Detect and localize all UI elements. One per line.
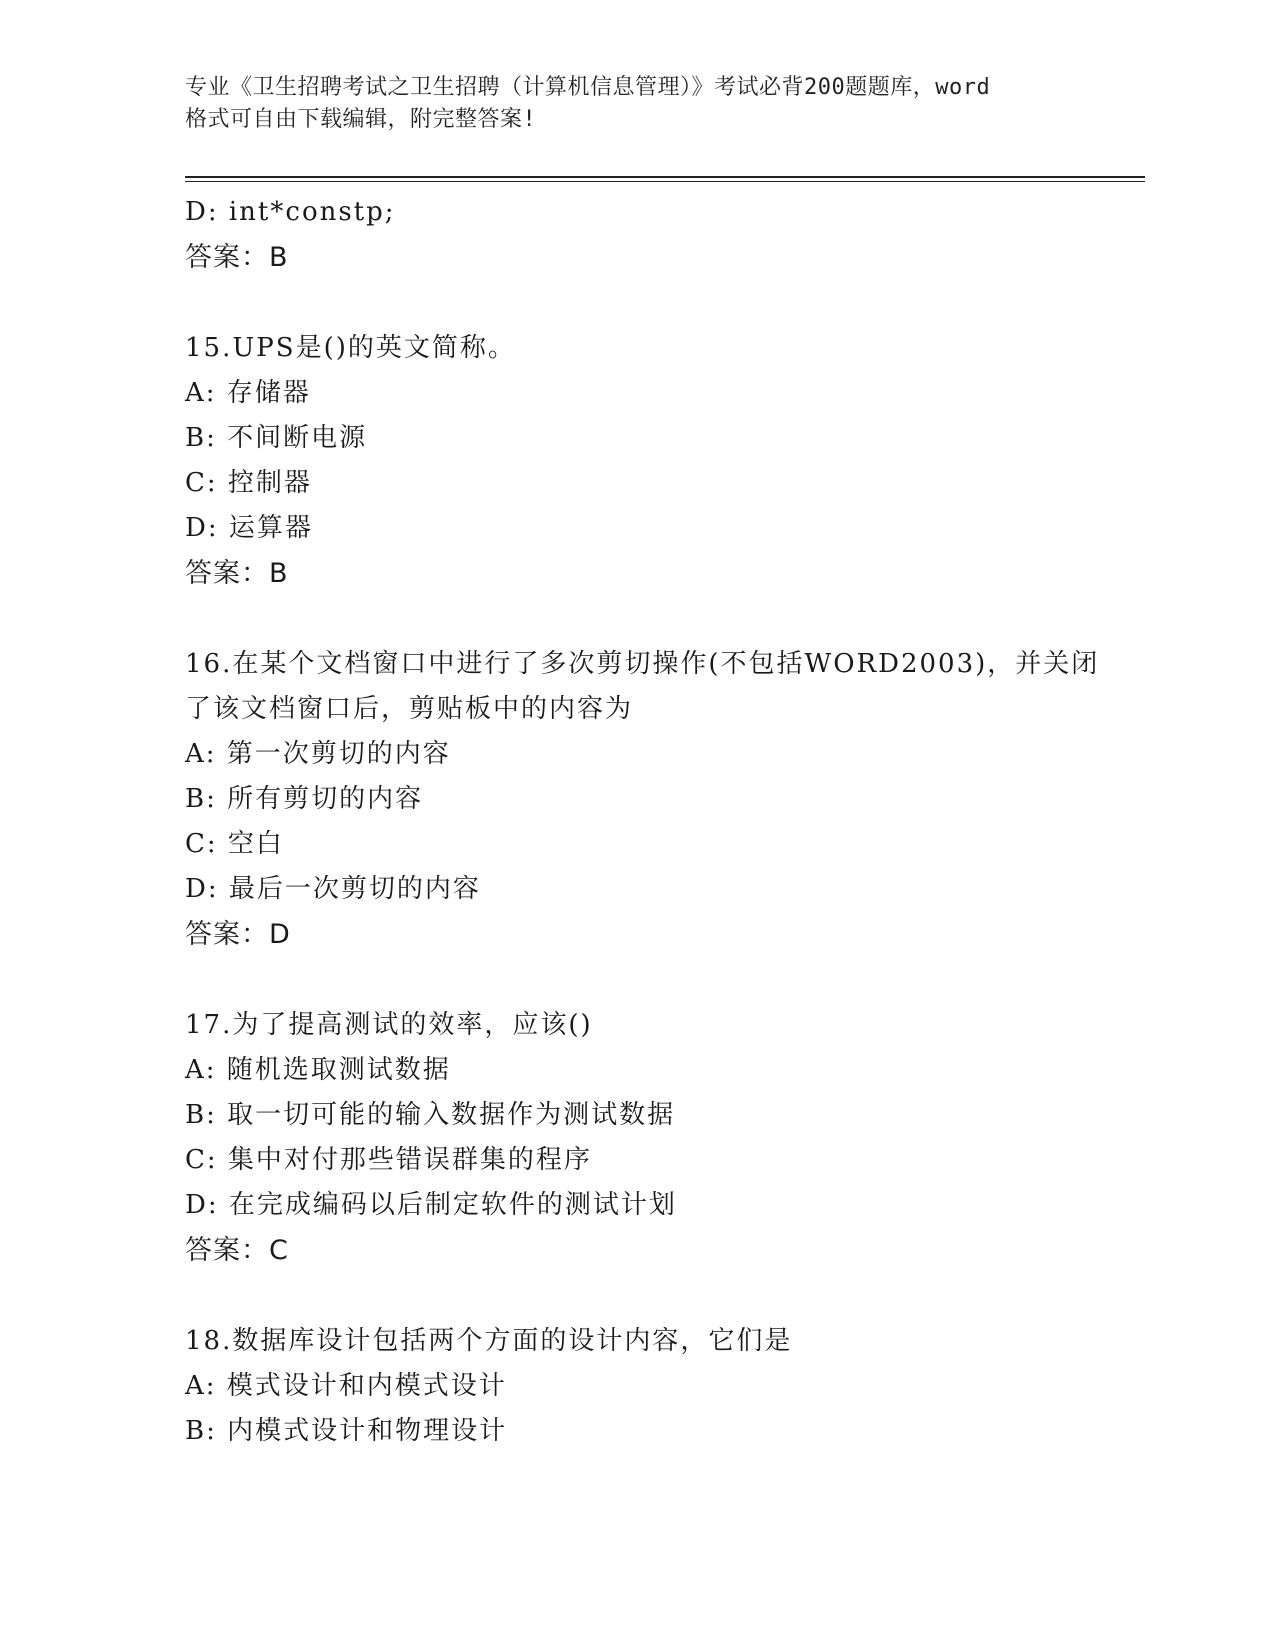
option-c: C: 控制器: [185, 468, 312, 498]
option-b: B: 取一切可能的输入数据作为测试数据: [185, 1100, 676, 1130]
option-b: B: 所有剪切的内容: [185, 784, 424, 814]
option-c: C: 空白: [185, 829, 284, 859]
header-line-2: 格式可自由下载编辑，附完整答案!: [185, 107, 537, 132]
option-c: C: 集中对付那些错误群集的程序: [185, 1145, 592, 1175]
spacer: [185, 597, 1085, 642]
carryover-answer: 答案：B: [185, 242, 289, 273]
option-d: D: 在完成编码以后制定软件的测试计划: [185, 1190, 677, 1220]
question-stem: 16.在某个文档窗口中进行了多次剪切操作(不包括WORD2003)，并关闭: [185, 649, 1100, 679]
question-stem-continued: 了该文档窗口后，剪贴板中的内容为: [185, 694, 634, 724]
question-content: [185, 190, 1100, 1454]
question-17: [185, 1003, 1085, 1274]
question-stem: 18.数据库设计包括两个方面的设计内容，它们是: [185, 1326, 793, 1356]
answer: 答案：D: [185, 919, 291, 950]
option-d: D: 最后一次剪切的内容: [185, 874, 481, 904]
header-divider: [185, 176, 1145, 178]
option-a: A: 模式设计和内模式设计: [185, 1371, 507, 1401]
option-a: A: 第一次剪切的内容: [185, 739, 451, 769]
header-line-1: 专业《卫生招聘考试之卫生招聘（计算机信息管理）》考试必背200题题库，word: [185, 75, 991, 100]
option-b: B: 内模式设计和物理设计: [185, 1416, 508, 1446]
spacer: [185, 958, 1085, 1003]
carryover-option-d: D: int*constp;: [185, 197, 396, 227]
question-16: [185, 642, 1100, 958]
spacer: [185, 1274, 1085, 1319]
question-stem: 15.UPS是()的英文简称。: [185, 333, 516, 363]
option-b: B: 不间断电源: [185, 423, 368, 453]
option-d: D: 运算器: [185, 513, 313, 543]
answer: 答案：C: [185, 1235, 289, 1266]
spacer: [185, 281, 1085, 326]
header-divider-thin: [185, 181, 1145, 182]
option-a: A: 存储器: [185, 378, 311, 408]
question-18: [185, 1319, 1085, 1454]
answer: 答案：B: [185, 558, 289, 589]
question-stem: 17.为了提高测试的效率，应该(): [185, 1010, 593, 1040]
document-header: [185, 72, 1085, 136]
question-15: [185, 326, 1085, 597]
option-a: A: 随机选取测试数据: [185, 1055, 451, 1085]
